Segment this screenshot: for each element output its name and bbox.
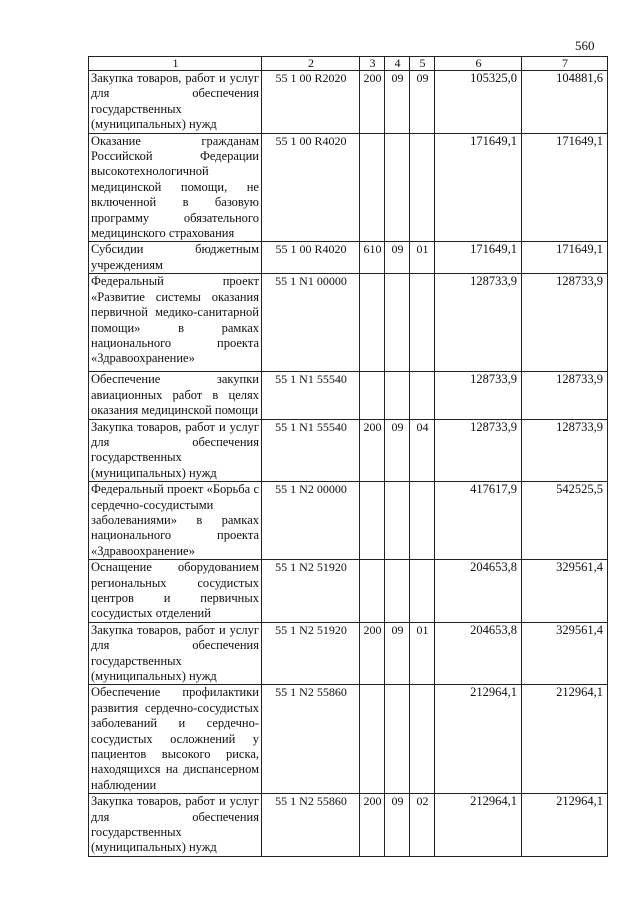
- amount-year1-cell: 417617,9: [435, 482, 522, 560]
- section-cell: 09: [385, 71, 410, 134]
- row-name-cell: Закупка товаров, работ и услуг для обеспечения государственных (муниципальных) нужд: [89, 794, 262, 857]
- column-header: 1: [89, 57, 262, 71]
- amount-year1-cell: 204653,8: [435, 622, 522, 685]
- expense-type-cell: [360, 685, 385, 794]
- amount-year2-cell: 171649,1: [522, 242, 608, 274]
- row-name-cell: Закупка товаров, работ и услуг для обеспечения государственных (муниципальных) нужд: [89, 622, 262, 685]
- table-row: [89, 274, 608, 372]
- table-header-row: [89, 57, 608, 71]
- target-code-cell: 55 1 N1 55540: [262, 419, 360, 482]
- budget-table: [88, 56, 608, 857]
- amount-year1-cell: 128733,9: [435, 419, 522, 482]
- section-cell: 09: [385, 794, 410, 857]
- row-name-cell: Субсидии бюджетным учреждениям: [89, 242, 262, 274]
- row-name-cell: Закупка товаров, работ и услуг для обеспечения государственных (муниципальных) нужд: [89, 419, 262, 482]
- table-row: [89, 560, 608, 623]
- row-name-cell: Обеспечение закупки авиационных работ в целях оказания медицинской помощи: [89, 372, 262, 419]
- target-code-cell: 55 1 N2 00000: [262, 482, 360, 560]
- target-code-cell: 55 1 N2 51920: [262, 560, 360, 623]
- table-row: [89, 622, 608, 685]
- column-header: 5: [410, 57, 435, 71]
- amount-year2-cell: 212964,1: [522, 794, 608, 857]
- table-row: [89, 71, 608, 134]
- subsection-cell: 01: [410, 242, 435, 274]
- amount-year2-cell: 128733,9: [522, 372, 608, 419]
- target-code-cell: 55 1 00 R4020: [262, 133, 360, 242]
- target-code-cell: 55 1 N1 55540: [262, 372, 360, 419]
- target-code-cell: 55 1 00 R4020: [262, 242, 360, 274]
- section-cell: 09: [385, 242, 410, 274]
- table-row: [89, 794, 608, 857]
- subsection-cell: [410, 372, 435, 419]
- expense-type-cell: 200: [360, 71, 385, 134]
- expense-type-cell: [360, 274, 385, 372]
- target-code-cell: 55 1 N2 55860: [262, 685, 360, 794]
- subsection-cell: [410, 482, 435, 560]
- expense-type-cell: [360, 133, 385, 242]
- row-name-cell: Федеральный проект «Борьба с сердечно-сосудистыми заболеваниями» в рамках национального проекта «Здравоохранение»: [89, 482, 262, 560]
- amount-year1-cell: 128733,9: [435, 274, 522, 372]
- column-header: 3: [360, 57, 385, 71]
- column-header: 4: [385, 57, 410, 71]
- expense-type-cell: [360, 560, 385, 623]
- subsection-cell: 02: [410, 794, 435, 857]
- table-row: [89, 419, 608, 482]
- expense-type-cell: 200: [360, 794, 385, 857]
- row-name-cell: Федеральный проект «Развитие системы оказания первичной медико-санитарной помощи» в рамках национального проекта «Здравоохранение»: [89, 274, 262, 372]
- column-header: 2: [262, 57, 360, 71]
- expense-type-cell: 200: [360, 622, 385, 685]
- amount-year2-cell: 542525,5: [522, 482, 608, 560]
- subsection-cell: [410, 133, 435, 242]
- amount-year1-cell: 212964,1: [435, 794, 522, 857]
- subsection-cell: 01: [410, 622, 435, 685]
- target-code-cell: 55 1 N2 55860: [262, 794, 360, 857]
- expense-type-cell: 200: [360, 419, 385, 482]
- amount-year1-cell: 128733,9: [435, 372, 522, 419]
- subsection-cell: 04: [410, 419, 435, 482]
- expense-type-cell: [360, 372, 385, 419]
- row-name-cell: Оказание гражданам Российской Федерации высокотехнологичной медицинской помощи, не включенной в базовую программу обязательного медицинского страхования: [89, 133, 262, 242]
- section-cell: [385, 372, 410, 419]
- row-name-cell: Обеспечение профилактики развития сердечно-сосудистых заболеваний и сердечно-сосудистых осложнений у пациентов высокого риска, находящихся на диспансерном наблюдении: [89, 685, 262, 794]
- subsection-cell: [410, 560, 435, 623]
- target-code-cell: 55 1 00 R2020: [262, 71, 360, 134]
- amount-year2-cell: 128733,9: [522, 419, 608, 482]
- table-row: [89, 242, 608, 274]
- table-row: [89, 685, 608, 794]
- row-name-cell: Оснащение оборудованием региональных сосудистых центров и первичных сосудистых отделений: [89, 560, 262, 623]
- subsection-cell: [410, 274, 435, 372]
- expense-type-cell: [360, 482, 385, 560]
- page-number: 560: [575, 38, 595, 53]
- amount-year1-cell: 105325,0: [435, 71, 522, 134]
- section-cell: 09: [385, 622, 410, 685]
- column-header: 6: [435, 57, 522, 71]
- target-code-cell: 55 1 N2 51920: [262, 622, 360, 685]
- amount-year2-cell: 104881,6: [522, 71, 608, 134]
- section-cell: [385, 685, 410, 794]
- section-cell: 09: [385, 419, 410, 482]
- amount-year1-cell: 204653,8: [435, 560, 522, 623]
- amount-year2-cell: 329561,4: [522, 622, 608, 685]
- expense-type-cell: 610: [360, 242, 385, 274]
- row-name-cell: Закупка товаров, работ и услуг для обеспечения государственных (муниципальных) нужд: [89, 71, 262, 134]
- section-cell: [385, 560, 410, 623]
- subsection-cell: [410, 685, 435, 794]
- column-header: 7: [522, 57, 608, 71]
- amount-year1-cell: 171649,1: [435, 242, 522, 274]
- table-row: [89, 372, 608, 419]
- subsection-cell: 09: [410, 71, 435, 134]
- amount-year1-cell: 171649,1: [435, 133, 522, 242]
- table-row: [89, 482, 608, 560]
- section-cell: [385, 133, 410, 242]
- amount-year2-cell: 212964,1: [522, 685, 608, 794]
- target-code-cell: 55 1 N1 00000: [262, 274, 360, 372]
- section-cell: [385, 482, 410, 560]
- amount-year2-cell: 329561,4: [522, 560, 608, 623]
- table-row: [89, 133, 608, 242]
- section-cell: [385, 274, 410, 372]
- amount-year2-cell: 128733,9: [522, 274, 608, 372]
- amount-year2-cell: 171649,1: [522, 133, 608, 242]
- amount-year1-cell: 212964,1: [435, 685, 522, 794]
